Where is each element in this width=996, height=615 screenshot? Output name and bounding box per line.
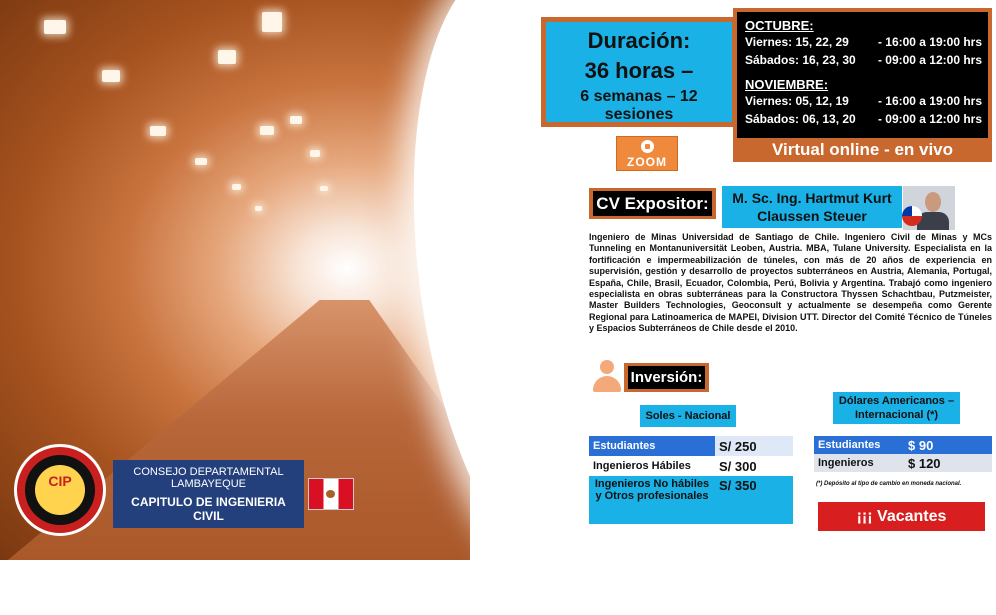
limited-vacancies-banner: ¡¡¡ Vacantes Limitadas !!!: [818, 502, 985, 531]
table-row: [814, 454, 992, 472]
schedule-time: - 16:00 a 19:00 hrs: [877, 35, 982, 49]
speaker-name-line1: M. Sc. Ing. Hartmut Kurt: [732, 190, 892, 206]
seal-logo: CIP: [48, 473, 72, 489]
schedule-days: Sábados: 16, 23, 30: [745, 53, 856, 67]
table-row: [814, 436, 992, 454]
org-line3: CAPITULO DE INGENIERIA: [131, 495, 286, 509]
org-line1: CONSEJO DEPARTAMENTAL: [133, 466, 284, 478]
tunnel-light: [262, 12, 282, 32]
virtual-mode: Virtual online - en vivo: [771, 140, 954, 159]
price-value: $ 120: [904, 454, 992, 472]
speaker-name-line2: Claussen Steuer: [757, 208, 867, 224]
tunnel-light: [320, 186, 328, 191]
tunnel-light: [232, 184, 241, 190]
tunnel-light: [150, 126, 166, 136]
price-category: Ingenieros: [814, 454, 904, 472]
exchange-note: (*) Depósito al tipo de cambio en moneda nacional.: [816, 481, 962, 487]
soles-title: Soles - Nacional: [640, 405, 736, 427]
price-value: S/ 350: [715, 476, 793, 524]
person-icon: [593, 360, 621, 392]
schedule-row: [745, 92, 982, 110]
schedule-row: [745, 51, 982, 69]
schedule-days: Viernes: 05, 12, 19: [745, 94, 849, 108]
org-line4: CIVIL: [193, 509, 224, 523]
soles-price-table: [589, 436, 793, 524]
november-label: NOVIEMBRE:: [745, 77, 829, 92]
camera-icon: [641, 140, 654, 153]
table-row: [589, 476, 793, 524]
table-row: [589, 456, 793, 476]
org-line2: LAMBAYEQUE: [171, 478, 246, 490]
schedule-time: - 09:00 a 12:00 hrs: [877, 112, 982, 126]
schedule-row: [745, 33, 982, 51]
duration-box: [541, 17, 737, 127]
duration-hours: 36 horas –: [584, 58, 694, 83]
tunnel-light: [102, 70, 120, 82]
price-value: S/ 250: [715, 436, 793, 456]
engineers-college-seal: [14, 444, 106, 536]
investment-label: Inversión:: [628, 366, 705, 389]
price-value: $ 90: [904, 436, 992, 454]
price-category: Ingenieros No hábiles y Otros profesionales: [589, 476, 715, 524]
duration-title: Duración:: [587, 28, 691, 53]
table-row: [589, 436, 793, 456]
tunnel-light: [44, 20, 66, 34]
speaker-name: [722, 186, 902, 228]
investment-label-box: [624, 363, 709, 392]
price-category: Estudiantes: [589, 436, 715, 456]
cv-label: CV Expositor:: [593, 191, 712, 216]
zoom-logo: [616, 136, 678, 171]
schedule-row: [745, 110, 982, 128]
usd-price-table: [814, 436, 992, 472]
price-value: S/ 300: [715, 456, 793, 476]
usd-title: Dólares Americanos – Internacional (*): [833, 392, 960, 424]
tunnel-light: [260, 126, 274, 135]
tunnel-light: [290, 116, 302, 124]
tunnel-light: [310, 150, 320, 157]
zoom-label: ZOOM: [627, 155, 667, 169]
tunnel-light: [255, 206, 262, 211]
schedule-time: - 16:00 a 19:00 hrs: [877, 94, 982, 108]
duration-weeks: 6 semanas – 12 sesiones: [580, 88, 698, 123]
tunnel-light: [218, 50, 236, 64]
price-category: Estudiantes: [814, 436, 904, 454]
schedule-days: Sábados: 06, 13, 20: [745, 112, 856, 126]
price-category: Ingenieros Hábiles: [589, 456, 715, 476]
schedule-days: Viernes: 15, 22, 29: [745, 35, 849, 49]
chile-flag-icon: [902, 206, 922, 226]
tunnel-light: [195, 158, 207, 165]
organization-box: [113, 460, 304, 528]
october-label: OCTUBRE:: [745, 18, 814, 33]
peru-flag-icon: [308, 478, 354, 510]
cv-label-box: [589, 188, 716, 219]
schedule-box: [733, 8, 992, 162]
speaker-bio: Ingeniero de Minas Universidad de Santiago de Chile. Ingeniero Civil de Minas y MCs Tunneling en Montanuniversität Leoben, Austria. MBA, Tulane University. Especialista en la fortificación e impermeabilización de túneles, con más de 20 años de experiencia en supervisión, gestión y desarrollo de proyectos subterráneos en Austria, Alemania, Portugal, España, Chile, Brasil, Ecuador, Colombia, Perú, Bolivia y Argentina. Trabajó como ingeniero especialista en obras subterráneas para la Constructora Thyssen Schachtbau, Putzmeister, Master Builders Technologies, Geoconsult y actualmente se desempeña como Gerente Regional para Latinoamerica de MAPEI, Division UTT. Director del Comité Técnico de Túneles y Espacios Subterráneos de Chile desde el 2010.: [589, 232, 992, 334]
schedule-time: - 09:00 a 12:00 hrs: [877, 53, 982, 67]
